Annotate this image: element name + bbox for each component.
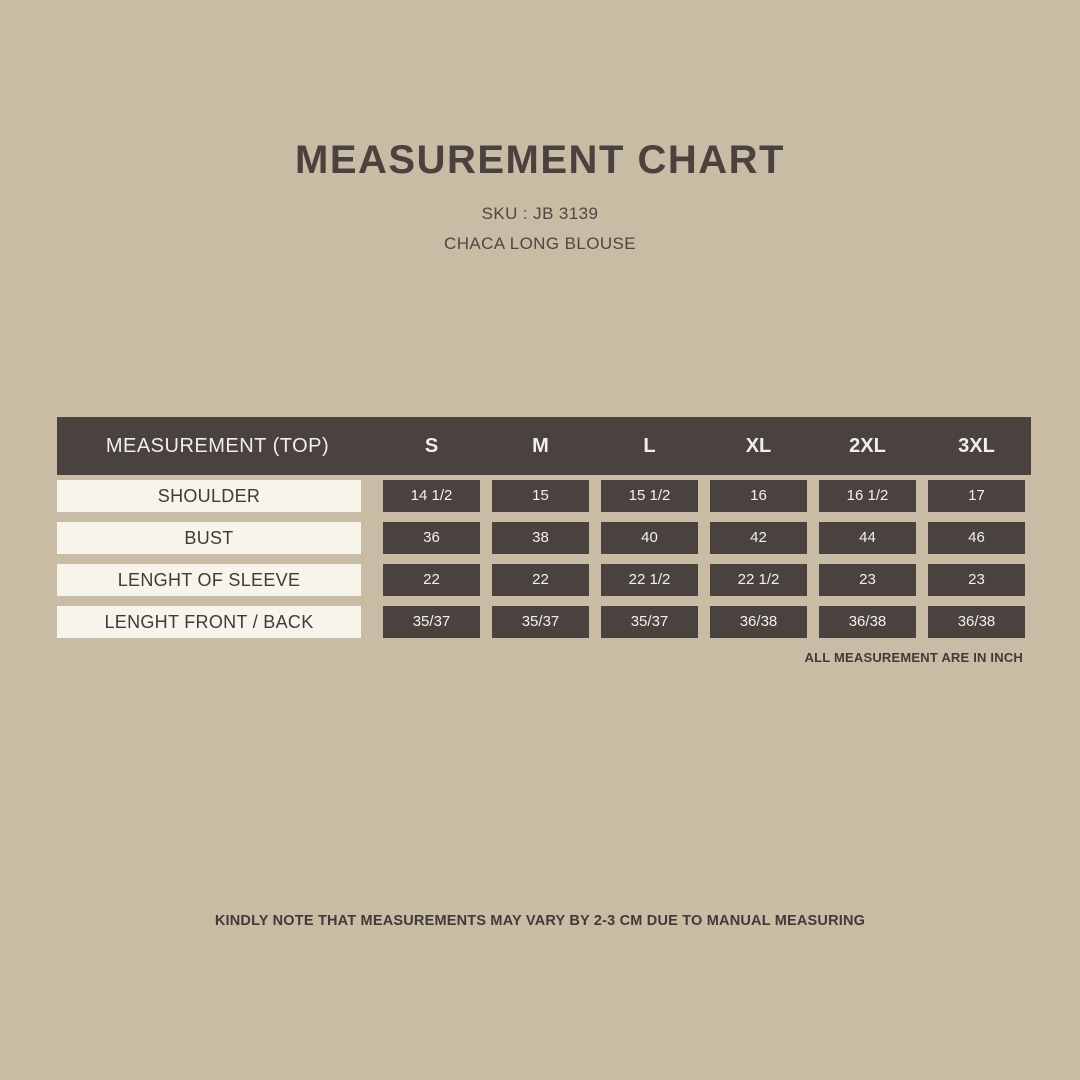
- value-cell: [922, 559, 1031, 601]
- row-label: LENGHT OF SLEEVE: [57, 564, 361, 596]
- row-spacer: [369, 559, 377, 601]
- value-cell: [704, 475, 813, 517]
- value-cell: [813, 601, 922, 643]
- value: 15 1/2: [601, 480, 698, 512]
- header-size-2xl: 2XL: [813, 417, 922, 475]
- row-spacer: [369, 475, 377, 517]
- unit-note-unit: INCH: [990, 650, 1023, 665]
- row-spacer: [369, 517, 377, 559]
- table-row: [57, 475, 1031, 517]
- value-cell: [486, 475, 595, 517]
- value: 17: [928, 480, 1025, 512]
- value-cell: [704, 559, 813, 601]
- value-cell: [922, 475, 1031, 517]
- value-cell: [486, 601, 595, 643]
- value-cell: [922, 517, 1031, 559]
- value: 40: [601, 522, 698, 554]
- value: 46: [928, 522, 1025, 554]
- value: 22: [383, 564, 480, 596]
- header-size-m: M: [486, 417, 595, 475]
- value: 14 1/2: [383, 480, 480, 512]
- value-cell: [704, 601, 813, 643]
- header-size-3xl: 3XL: [922, 417, 1031, 475]
- value: 36/38: [710, 606, 807, 638]
- value-cell: [813, 475, 922, 517]
- row-label: BUST: [57, 522, 361, 554]
- value: 16 1/2: [819, 480, 916, 512]
- value-cell: [595, 475, 704, 517]
- row-label-cell: [57, 559, 369, 601]
- table-row: [57, 559, 1031, 601]
- value: 22 1/2: [601, 564, 698, 596]
- sku-text: SKU : JB 3139: [481, 204, 599, 223]
- measurement-table: [57, 417, 1031, 643]
- table-row: [57, 517, 1031, 559]
- row-label: SHOULDER: [57, 480, 361, 512]
- value-cell: [595, 601, 704, 643]
- value: 16: [710, 480, 807, 512]
- footer-note: KINDLY NOTE THAT MEASUREMENTS MAY VARY BY 2-3 CM DUE TO MANUAL MEASURING: [214, 913, 866, 929]
- value: 35/37: [601, 606, 698, 638]
- value: 38: [492, 522, 589, 554]
- value: 36/38: [819, 606, 916, 638]
- value-cell: [377, 559, 486, 601]
- value: 35/37: [383, 606, 480, 638]
- value: 35/37: [492, 606, 589, 638]
- value-cell: [595, 559, 704, 601]
- header-measurement-label: MEASUREMENT (TOP): [57, 417, 369, 475]
- value: 36: [383, 522, 480, 554]
- row-label-cell: [57, 517, 369, 559]
- value: 44: [819, 522, 916, 554]
- table-header-row: [57, 417, 1031, 475]
- value: 23: [928, 564, 1025, 596]
- header-size-l: L: [595, 417, 704, 475]
- header-spacer: [369, 417, 377, 475]
- product-name: CHACA LONG BLOUSE: [444, 234, 636, 253]
- unit-note-prefix: ALL MEASUREMENT ARE IN: [804, 650, 991, 665]
- header-size-xl: XL: [704, 417, 813, 475]
- value-cell: [813, 517, 922, 559]
- measurement-table-wrap: [57, 417, 1023, 643]
- value-cell: [486, 517, 595, 559]
- value-cell: [486, 559, 595, 601]
- value-cell: [377, 517, 486, 559]
- unit-note: [805, 650, 1023, 665]
- value-cell: [595, 517, 704, 559]
- value-cell: [377, 601, 486, 643]
- table-row: [57, 601, 1031, 643]
- row-spacer: [369, 601, 377, 643]
- page-title: MEASUREMENT CHART: [295, 138, 785, 182]
- value: 42: [710, 522, 807, 554]
- value-cell: [813, 559, 922, 601]
- value-cell: [704, 517, 813, 559]
- value-cell: [377, 475, 486, 517]
- header-size-s: S: [377, 417, 486, 475]
- value: 22 1/2: [710, 564, 807, 596]
- row-label-cell: [57, 475, 369, 517]
- value: 15: [492, 480, 589, 512]
- value: 22: [492, 564, 589, 596]
- value: 36/38: [928, 606, 1025, 638]
- value: 23: [819, 564, 916, 596]
- value-cell: [922, 601, 1031, 643]
- row-label: LENGHT FRONT / BACK: [57, 606, 361, 638]
- row-label-cell: [57, 601, 369, 643]
